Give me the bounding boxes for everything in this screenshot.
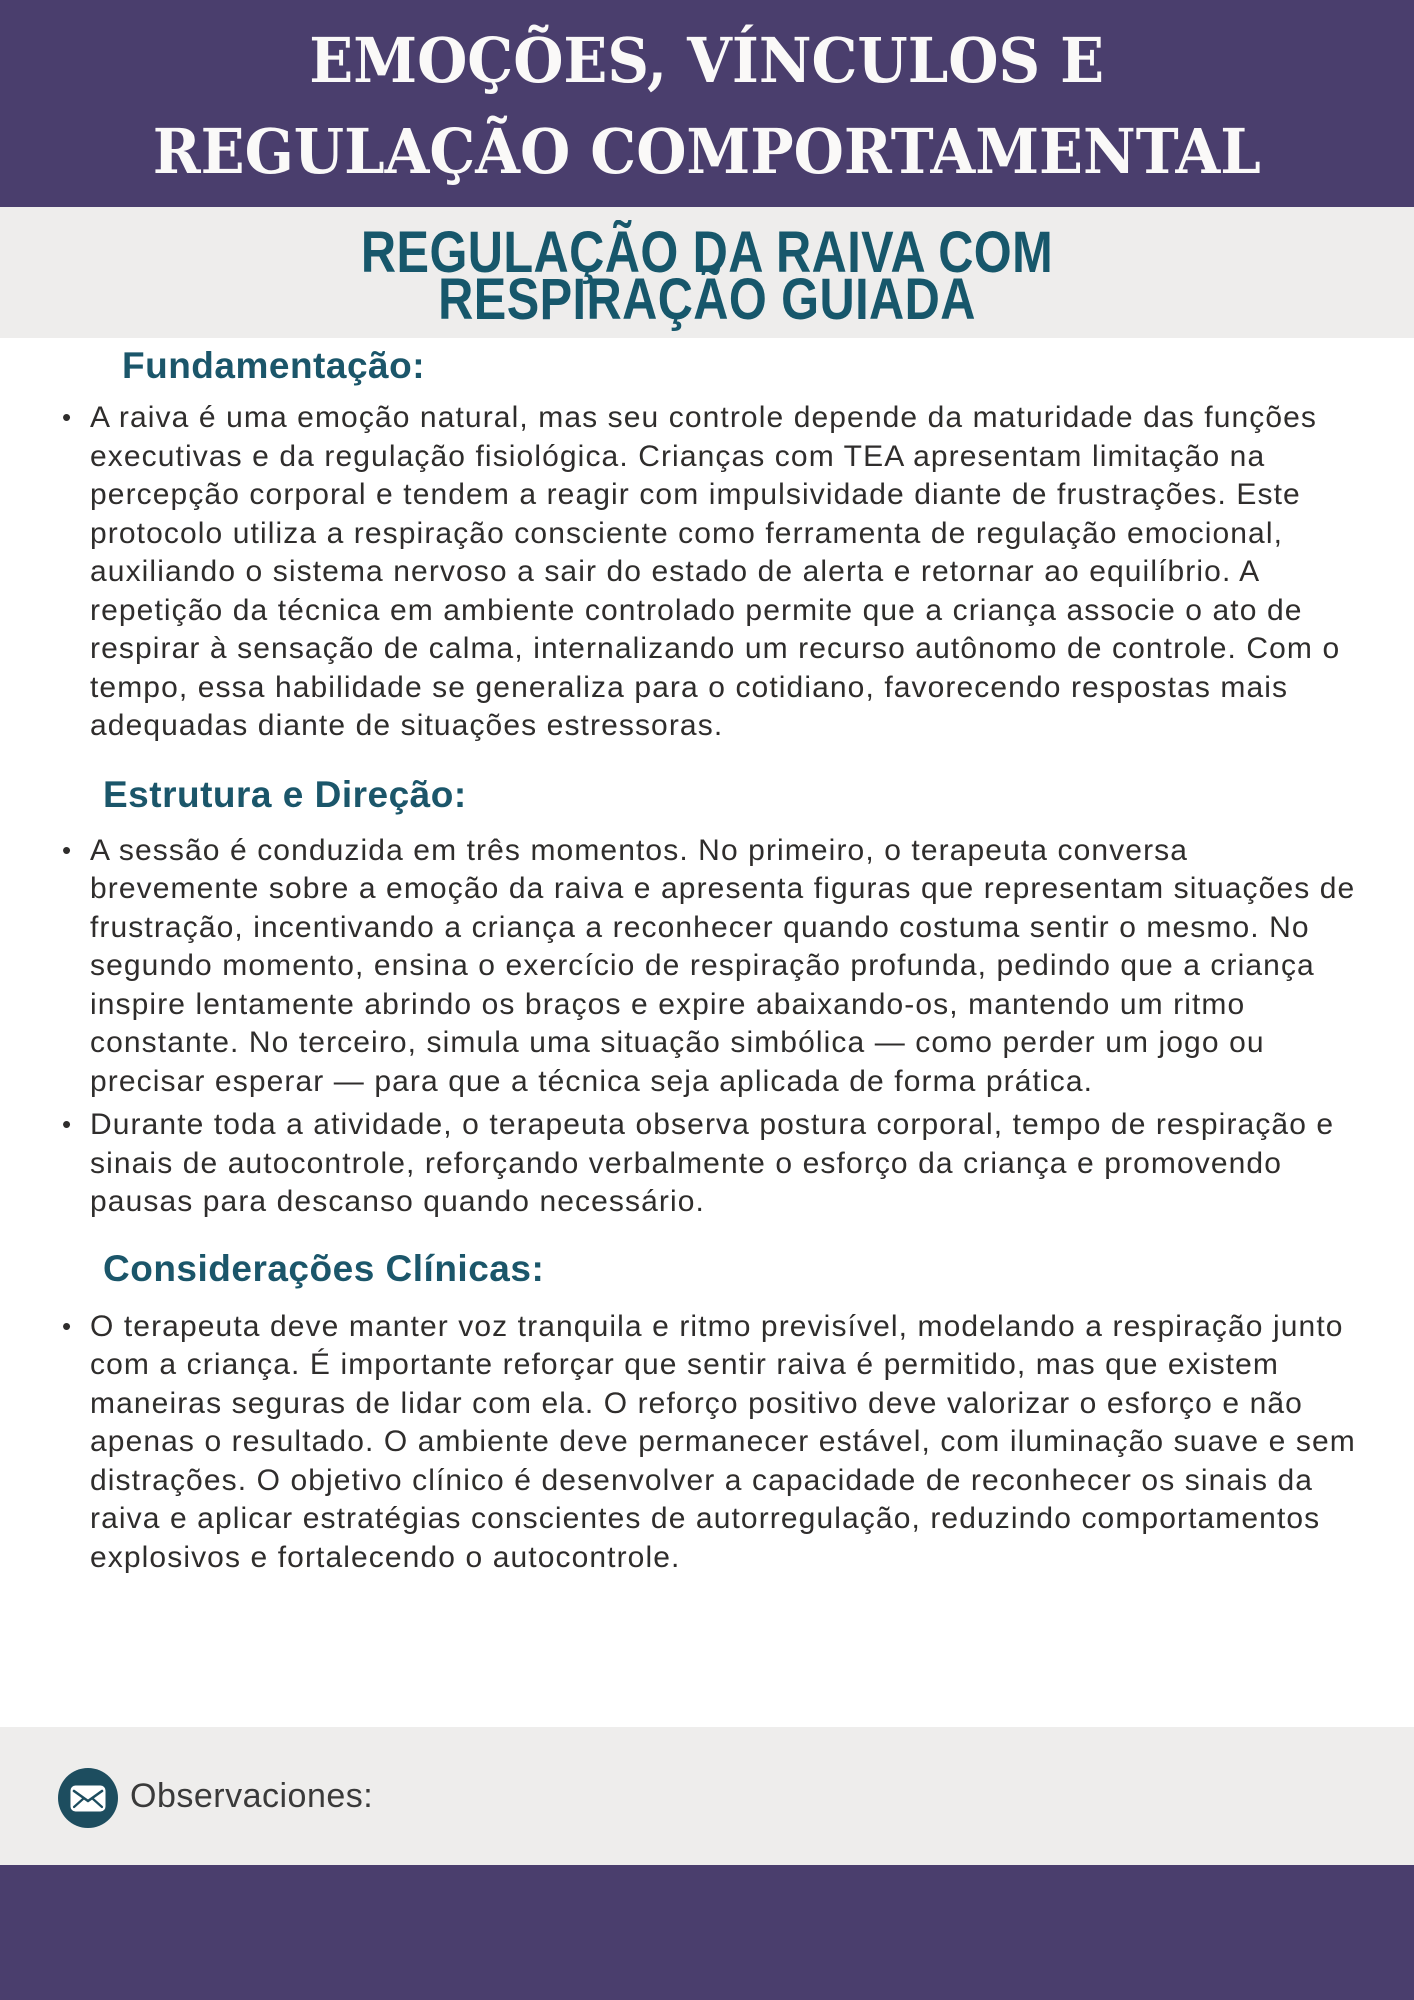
section-estrutura-e-direcao	[0, 774, 1414, 1222]
bullet-list	[0, 832, 1414, 1222]
protocol-title-band	[0, 207, 1414, 338]
section-fundamentacao	[0, 345, 1414, 746]
protocol-title	[295, 219, 1119, 332]
bullet-item: • Durante toda a atividade, o terapeuta observa postura corporal, tempo de respiração e sinais de autocontrole, reforçando verbalmente o esforço da criança e promovendo pausas para descanso quando necessário.	[90, 1106, 1360, 1222]
page-footer-band	[0, 1865, 1414, 2000]
page-header	[0, 0, 1414, 207]
observations-label: Observaciones:	[130, 1776, 374, 1815]
section-heading-estrutura: Estrutura e Direção:	[103, 773, 467, 815]
protocol-title-line1: REGULAÇÃO DA RAIVA COM	[360, 219, 1054, 285]
document-body	[0, 338, 1414, 1582]
protocol-title-line2: RESPIRAÇÃO GUIADA	[438, 266, 976, 332]
observations-band	[0, 1727, 1414, 1865]
section-consideracoes-clinicas	[0, 1248, 1414, 1578]
section-heading-consideracoes: Considerações Clínicas:	[103, 1247, 545, 1289]
bullet-item: • A raiva é uma emoção natural, mas seu controle depende da maturidade das funções executivas e da regulação fisiológica. Crianças com TEA apresentam limitação na percepção corporal e tendem a reagir com impulsividade diante de frustrações. Este protocolo utiliza a respiração consciente como ferramenta de regulação emocional, auxiliando o sistema nervoso a sair do estado de alerta e retornar ao equilíbrio. A repetição da técnica em ambiente controlado permite que a criança associe o ato de respirar à sensação de calma, internalizando um recurso autônomo de controle. Com o tempo, essa habilidade se generaliza para o cotidiano, favorecendo respostas mais adequadas diante de situações estressoras.	[90, 399, 1360, 746]
page-title-line2: REGULAÇÃO COMPORTAMENTAL	[152, 114, 1262, 188]
page-title-line1: EMOÇÕES, VÍNCULOS E	[309, 23, 1105, 97]
section-heading-fundamentacao: Fundamentação:	[122, 345, 426, 386]
envelope-icon	[58, 1768, 118, 1828]
bullet-list	[0, 1308, 1414, 1578]
page-title	[111, 11, 1302, 197]
bullet-item: • A sessão é conduzida em três momentos. No primeiro, o terapeuta conversa brevemente sobre a emoção da raiva e apresenta figuras que representam situações de frustração, incentivando a criança a reconhecer quando costuma sentir o mesmo. No segundo momento, ensina o exercício de respiração profunda, pedindo que a criança inspire lentamente abrindo os braços e expire abaixando-os, mantendo um ritmo constante. No terceiro, simula uma situação simbólica — como perder um jogo ou precisar esperar — para que a técnica seja aplicada de forma prática.	[90, 832, 1360, 1102]
bullet-item: • O terapeuta deve manter voz tranquila e ritmo previsível, modelando a respiração junto com a criança. É importante reforçar que sentir raiva é permitido, mas que existem maneiras seguras de lidar com ela. O reforço positivo deve valorizar o esforço e não apenas o resultado. O ambiente deve permanecer estável, com iluminação suave e sem distrações. O objetivo clínico é desenvolver a capacidade de reconhecer os sinais da raiva e aplicar estratégias conscientes de autorregulação, reduzindo comportamentos explosivos e fortalecendo o autocontrole.	[90, 1308, 1360, 1578]
bullet-list	[0, 399, 1414, 746]
